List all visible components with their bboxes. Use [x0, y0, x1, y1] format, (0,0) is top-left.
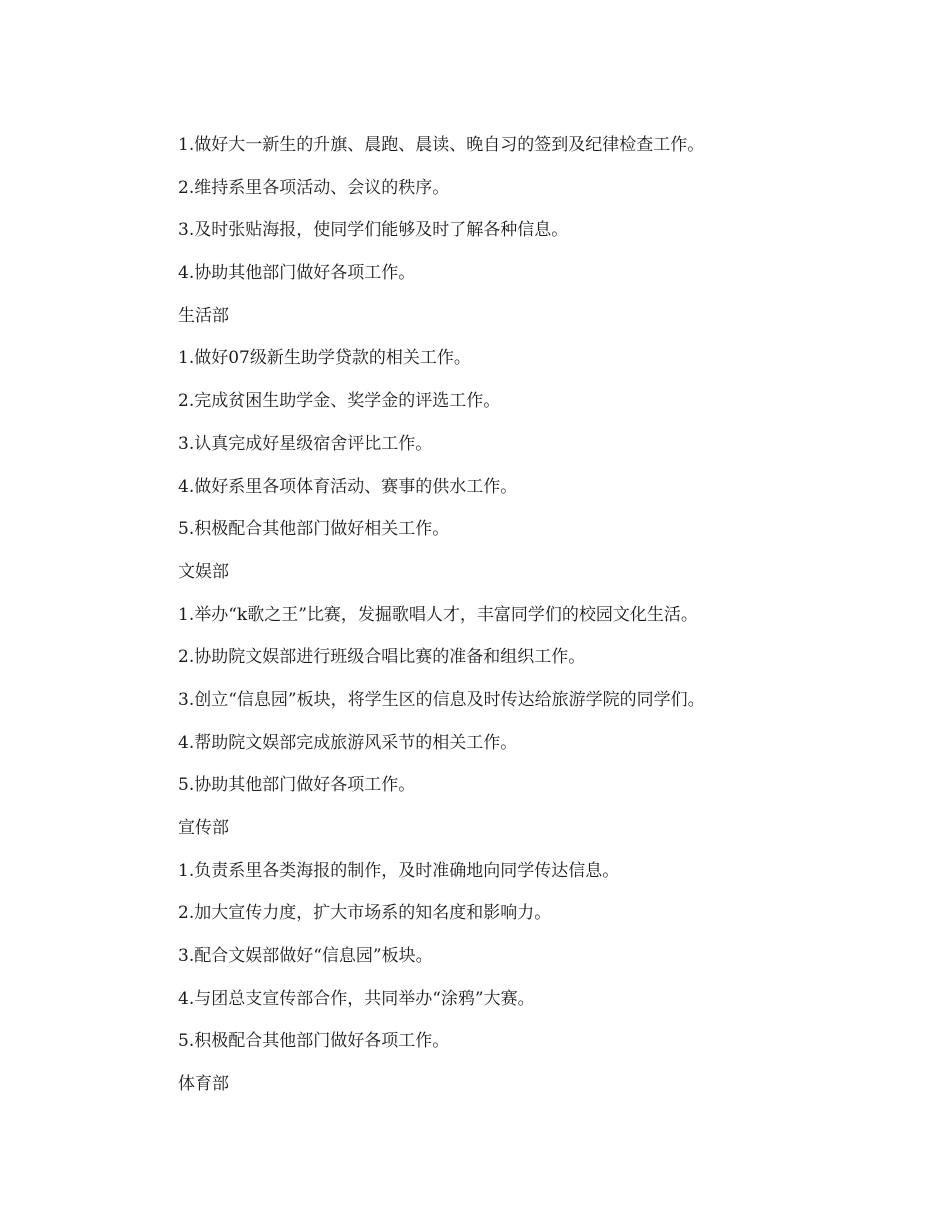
task-item: 3.认真完成好星级宿舍评比工作。	[178, 433, 433, 454]
task-item: 1.做好07级新生助学贷款的相关工作。	[178, 348, 471, 369]
document-body	[178, 131, 918, 1113]
task-item: 5.积极配合其他部门做好相关工作。	[178, 519, 450, 540]
task-item: 4.做好系里各项体育活动、赛事的供水工作。	[178, 476, 518, 497]
task-item: 4.与团总支宣传部合作，共同举办“涂鸦”大赛。	[178, 988, 535, 1009]
task-item: 1.举办“k歌之王”比赛，发掘歌唱人才，丰富同学们的校园文化生活。	[178, 604, 698, 625]
section-heading-xuanchuanbu: 宣传部	[178, 818, 229, 838]
task-item: 3.创立“信息园”板块，将学生区的信息及时传达给旅游学院的同学们。	[178, 689, 705, 710]
section-heading-tiyubu: 体育部	[178, 1074, 229, 1095]
task-item: 1.做好大一新生的升旗、晨跑、晨读、晚自习的签到及纪律检查工作。	[178, 135, 705, 155]
task-item: 2.协助院文娱部进行班级合唱比赛的准备和组织工作。	[178, 647, 586, 668]
task-item: 3.配合文娱部做好“信息园”板块。	[178, 946, 433, 967]
section-heading-wenyubu: 文娱部	[178, 561, 229, 582]
task-item: 2.维持系里各项活动、会议的秩序。	[178, 177, 450, 198]
task-item: 5.积极配合其他部门做好各项工作。	[178, 1031, 450, 1052]
task-item: 4.帮助院文娱部完成旅游风采节的相关工作。	[178, 732, 518, 753]
task-item: 3.及时张贴海报，使同学们能够及时了解各种信息。	[178, 220, 569, 241]
task-item: 2.完成贫困生助学金、奖学金的评选工作。	[178, 391, 501, 412]
section-heading-shenghuobu: 生活部	[178, 305, 229, 326]
task-item: 1.负责系里各类海报的制作，及时准确地向同学传达信息。	[178, 860, 620, 881]
task-item: 5.协助其他部门做好各项工作。	[178, 775, 416, 796]
task-item: 2.加大宣传力度，扩大市场系的知名度和影响力。	[178, 903, 552, 924]
task-item: 4.协助其他部门做好各项工作。	[178, 263, 416, 284]
